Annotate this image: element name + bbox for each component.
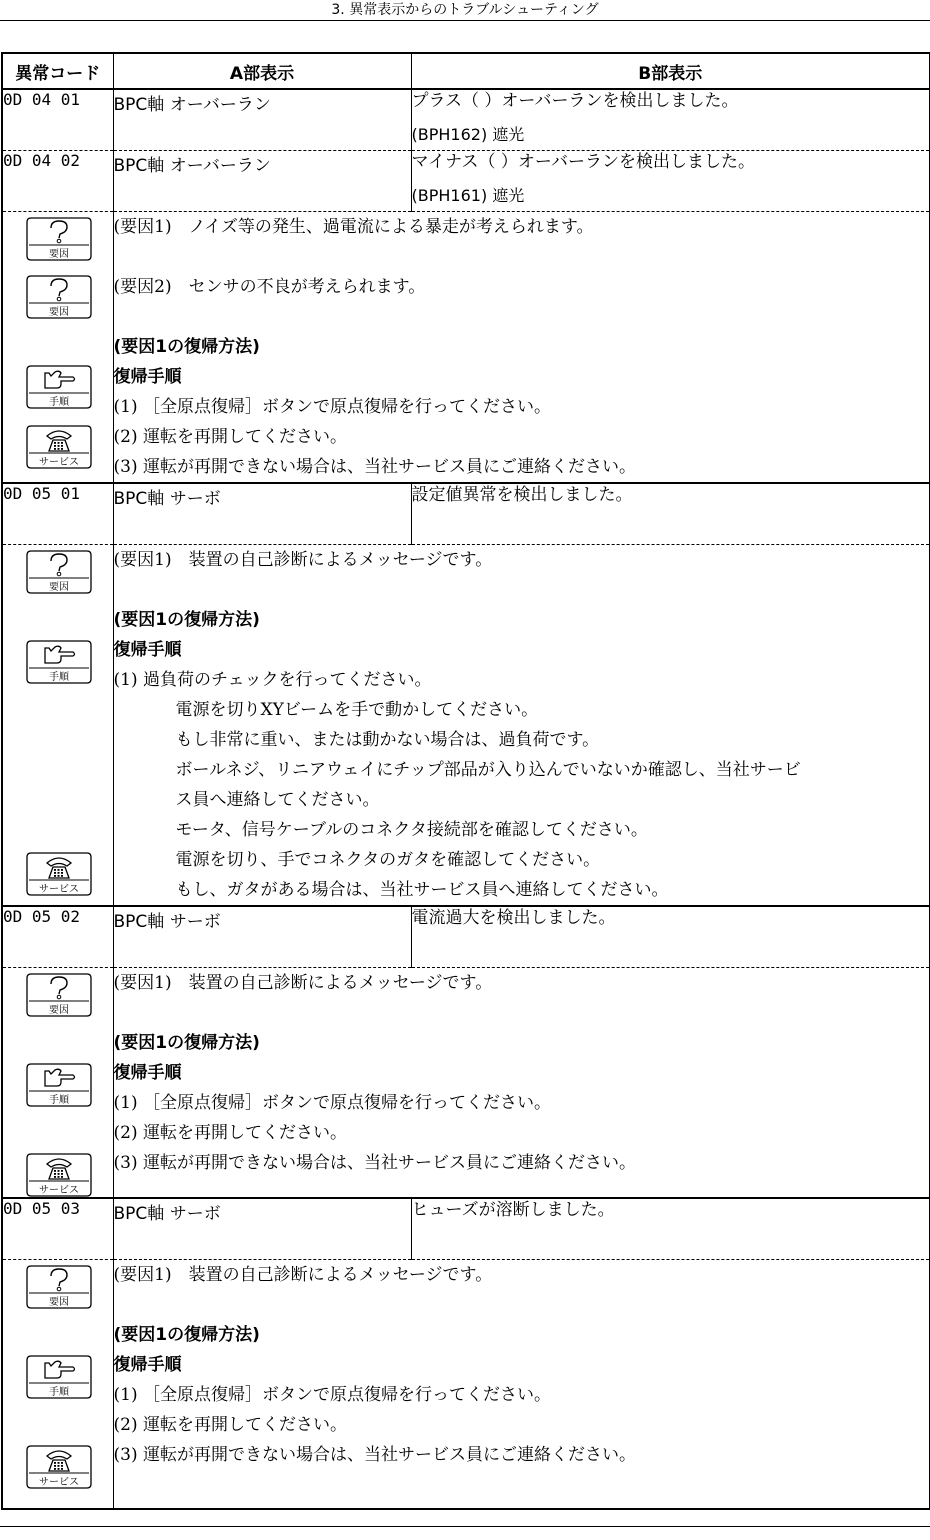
procedure-icon xyxy=(25,639,93,685)
b-display xyxy=(411,151,930,212)
b-display xyxy=(411,906,930,968)
detail-line xyxy=(114,302,930,332)
error-code: 0D 05 01 xyxy=(2,483,113,545)
detail-line xyxy=(114,998,930,1028)
svg-text:サービス: サービス xyxy=(39,1185,79,1196)
detail-line xyxy=(114,575,930,605)
b-display xyxy=(411,1198,930,1260)
detail-line: (2) 運転を再開してください。 xyxy=(113,1414,347,1435)
b-display-line2 xyxy=(412,1229,930,1259)
detail-line: モータ、信号ケーブルのコネクタ接続部を確認してください。 xyxy=(175,820,648,840)
detail-line xyxy=(114,1290,930,1320)
service-icon xyxy=(25,1152,93,1198)
column-header-a: A部表示 xyxy=(113,53,411,89)
table-header-row xyxy=(2,53,930,89)
error-code: 0D 04 02 xyxy=(2,151,113,212)
detail-row xyxy=(2,212,930,484)
detail-line: (3) 運転が再開できない場合は、当社サービス員にご連絡ください。 xyxy=(113,1153,636,1173)
detail-line: (要因1の復帰方法) xyxy=(113,337,260,357)
icon-column xyxy=(2,212,113,484)
procedure-icon xyxy=(25,364,93,410)
detail-text xyxy=(113,1259,930,1509)
svg-text:要因: 要因 xyxy=(49,1296,69,1308)
svg-text:要因: 要因 xyxy=(49,1005,69,1016)
b-display xyxy=(411,89,930,151)
detail-line: (要因1) ノイズ等の発生、過電流による暴走が考えられます。 xyxy=(113,217,594,237)
detail-line: 電源を切りXYビームを手で動かしてください。 xyxy=(175,700,539,720)
cause-icon xyxy=(25,274,93,320)
detail-line: もし、ガタがある場合は、当社サービス員へ連絡してください。 xyxy=(175,880,669,900)
b-display-line2: (BPH161) 遮光 xyxy=(411,186,525,205)
procedure-icon xyxy=(25,1062,93,1108)
icon-column xyxy=(2,545,113,907)
b-display-line2: (BPH162) 遮光 xyxy=(411,125,525,144)
detail-line: ス員へ連絡してください。 xyxy=(175,790,380,810)
detail-line: (要因1) 装置の自己診断によるメッセージです。 xyxy=(113,550,493,570)
detail-line: (1) ［全原点復帰］ボタンで原点復帰を行ってください。 xyxy=(113,397,551,417)
svg-text:手順: 手順 xyxy=(49,1386,69,1398)
svg-text:要因: 要因 xyxy=(49,249,69,260)
detail-text xyxy=(113,968,930,1198)
detail-row xyxy=(2,1259,930,1509)
detail-line: (3) 運転が再開できない場合は、当社サービス員にご連絡ください。 xyxy=(113,457,636,477)
svg-text:サービス: サービス xyxy=(39,884,79,895)
detail-line: (要因1) 装置の自己診断によるメッセージです。 xyxy=(113,973,493,993)
cause-icon xyxy=(25,1264,93,1310)
detail-line: 復帰手順 xyxy=(113,640,182,660)
detail-line: 電源を切り、手でコネクタのガタを確認してください。 xyxy=(175,850,601,870)
svg-text:手順: 手順 xyxy=(49,1095,69,1106)
detail-line: (2) 運転を再開してください。 xyxy=(113,1123,347,1143)
detail-line: 復帰手順 xyxy=(113,367,182,387)
b-display xyxy=(411,483,930,545)
b-display-line1: 設定値異常を検出しました。 xyxy=(411,485,633,505)
a-display: BPC軸 サーボ xyxy=(113,1198,411,1260)
b-display-line1: プラス（ ）オーバーランを検出しました。 xyxy=(411,91,739,111)
detail-line: (1) 過負荷のチェックを行ってください。 xyxy=(113,670,432,690)
svg-text:手順: 手順 xyxy=(49,397,69,408)
column-header-b: B部表示 xyxy=(411,53,930,89)
a-display: BPC軸 オーバーラン xyxy=(113,89,411,151)
svg-text:要因: 要因 xyxy=(49,582,69,593)
svg-text:サービス: サービス xyxy=(39,457,79,468)
b-display-line1: マイナス（ ）オーバーランを検出しました。 xyxy=(411,152,756,172)
error-code: 0D 05 02 xyxy=(2,906,113,968)
detail-line: 復帰手順 xyxy=(113,1063,182,1083)
bottom-rule xyxy=(0,1526,930,1527)
cause-icon xyxy=(25,549,93,595)
detail-line: (要因1の復帰方法) xyxy=(113,1033,260,1053)
a-display: BPC軸 オーバーラン xyxy=(113,151,411,212)
service-icon xyxy=(25,1444,93,1490)
detail-row xyxy=(2,545,930,907)
detail-line: (1) ［全原点復帰］ボタンで原点復帰を行ってください。 xyxy=(113,1384,551,1405)
error-code-table xyxy=(1,52,930,1510)
a-display: BPC軸 サーボ xyxy=(113,906,411,968)
error-code: 0D 05 03 xyxy=(2,1198,113,1260)
cause-icon xyxy=(25,972,93,1018)
table-row xyxy=(2,906,930,968)
b-display-line2 xyxy=(412,937,930,967)
page-header: 3. 異常表示からのトラブルシューティング xyxy=(0,0,930,21)
table-row xyxy=(2,89,930,151)
table-row xyxy=(2,1198,930,1260)
b-display-line1: 電流過大を検出しました。 xyxy=(411,908,616,928)
detail-line: ボールネジ、リニアウェイにチップ部品が入り込んでいないか確認し、当社サービ xyxy=(175,760,801,780)
detail-line: (要因1の復帰方法) xyxy=(113,1324,260,1345)
cause-icon xyxy=(25,216,93,262)
b-display-line1: ヒューズが溶断しました。 xyxy=(411,1199,615,1220)
detail-row xyxy=(2,968,930,1198)
detail-text xyxy=(113,212,930,484)
error-code: 0D 04 01 xyxy=(2,89,113,151)
column-header-code: 異常コード xyxy=(2,53,113,89)
icon-column xyxy=(2,1259,113,1509)
detail-line: もし非常に重い、または動かない場合は、過負荷です。 xyxy=(175,730,600,750)
detail-line: 復帰手順 xyxy=(113,1354,182,1375)
detail-line: (1) ［全原点復帰］ボタンで原点復帰を行ってください。 xyxy=(113,1093,551,1113)
service-icon xyxy=(25,424,93,470)
detail-line xyxy=(114,242,930,272)
svg-text:サービス: サービス xyxy=(39,1476,79,1488)
svg-text:手順: 手順 xyxy=(49,672,69,683)
detail-text xyxy=(113,545,930,907)
a-display: BPC軸 サーボ xyxy=(113,483,411,545)
table-row xyxy=(2,483,930,545)
detail-line: (要因1) 装置の自己診断によるメッセージです。 xyxy=(113,1264,493,1285)
svg-text:要因: 要因 xyxy=(49,307,69,318)
detail-line: (要因1の復帰方法) xyxy=(113,610,260,630)
table-row xyxy=(2,151,930,212)
b-display-line2 xyxy=(412,514,930,544)
detail-line: (2) 運転を再開してください。 xyxy=(113,427,347,447)
icon-column xyxy=(2,968,113,1198)
procedure-icon xyxy=(25,1354,93,1400)
detail-line: (要因2) センサの不良が考えられます。 xyxy=(113,277,426,297)
detail-line: (3) 運転が再開できない場合は、当社サービス員にご連絡ください。 xyxy=(113,1444,636,1465)
service-icon xyxy=(25,851,93,897)
